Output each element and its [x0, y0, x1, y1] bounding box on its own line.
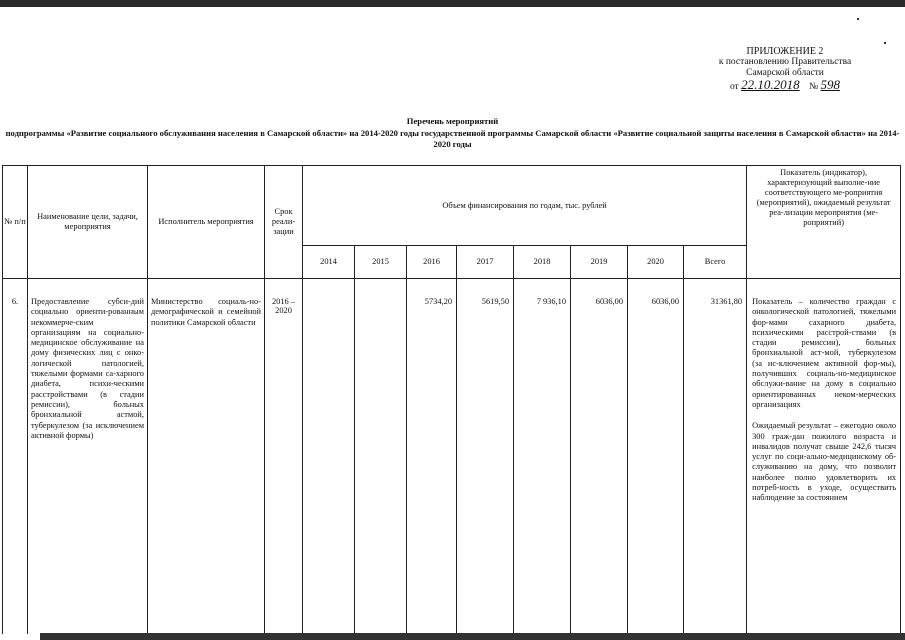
header-indicator: Показатель (индикатор), характеризующий выполне-ние соответствующего ме-роприятия (мероприятий), ожидаемый результат реа-лизации мероприятия (ме-роприятий) [747, 166, 901, 279]
number-prefix: № [809, 82, 819, 92]
row-executor: Министерство социаль-но-демографической и семейной политики Самарской области [148, 279, 265, 634]
header-year: 2019 [571, 246, 628, 279]
row-term: 2016 – 2020 [265, 279, 303, 634]
row-value-2017: 5619,50 [457, 279, 514, 634]
date-value: 22.10.2018 [741, 77, 800, 92]
header-funding: Объем финансирования по годам, тыс. рублей [303, 166, 747, 246]
row-name: Предоставление субси-дий социально ориенти-рованным некоммерче-ским организациям на социально-медицинское обслуживание на дому физических лиц с онко-логической патологией, тяжелыми формами са-харного диабета, психи-ческими расстройствами (в стадии ремиссии), больных бронхиальной астмой, туберкулезом (за исключением активной формы) [28, 279, 148, 634]
header-num: № п/п [3, 166, 28, 279]
header-year: 2020 [628, 246, 684, 279]
expected-result-text: Ожидаемый результат – ежегодно около 300 граж-дан пожилого возраста и инвалидов получат свыше 242,6 тысяч услуг по соци-ально-медицинскому об-служиванию на дому, что позволит наиболее полно удовлетворить их потреб-ность в уходе, осуществить наблюдение за состоянием [752, 421, 897, 503]
number-value: 598 [820, 77, 841, 92]
appendix-line: к постановлению Правительства [718, 57, 852, 67]
row-value-2018: 7 936,10 [514, 279, 571, 634]
appendix-block [670, 46, 900, 93]
header-year: 2018 [514, 246, 571, 279]
document-subtitle: подпрограммы «Развитие социального обслуживания населения в Самарской области» на 2014-2020 годы государственной программы Самарской области «Развитие социальной защиты населения в Самарской области» на 2014-2020 годы [5, 128, 900, 149]
scan-top-edge [0, 0, 905, 7]
row-value-2016: 5734,20 [407, 279, 457, 634]
header-executor: Исполнитель мероприятия [148, 166, 265, 279]
header-year: 2015 [355, 246, 407, 279]
indicator-text: Показатель – количество граждан с онкологической патологией, тяжелыми фор-мами сахарного диабета, психическими расстрой-ствами (в стадии ремиссии), больных бронхиальной аст-мой, туберкулезом (за ис-ключением активной фор-мы), получивших социаль-но-медицинское обслужи-вание на дому в социально ориентированных неком-мерческих организациях [752, 297, 897, 409]
row-value-2019: 6036,00 [571, 279, 628, 634]
header-name: Наименование цели, задачи, мероприятия [28, 166, 148, 279]
header-year: 2017 [457, 246, 514, 279]
table-row [3, 279, 901, 634]
measures-table [2, 165, 901, 634]
row-indicator [747, 279, 901, 634]
scan-speck [857, 18, 859, 20]
scan-bottom-edge [40, 633, 905, 640]
header-total: Всего [684, 246, 747, 279]
date-prefix: от [729, 82, 739, 92]
document-title: Перечень мероприятий [406, 116, 499, 126]
row-num: 6. [3, 279, 28, 634]
appendix-title: ПРИЛОЖЕНИЕ 2 [746, 46, 824, 57]
row-value-2015 [355, 279, 407, 634]
row-value-total: 31361,80 [684, 279, 747, 634]
appendix-line: Самарской области [746, 68, 824, 78]
header-year: 2016 [407, 246, 457, 279]
row-value-2014 [303, 279, 355, 634]
scan-speck [884, 42, 886, 44]
header-year: 2014 [303, 246, 355, 279]
row-value-2020: 6036,00 [628, 279, 684, 634]
appendix-date-line [670, 79, 900, 93]
header-term: Срок реали-зации [265, 166, 303, 279]
